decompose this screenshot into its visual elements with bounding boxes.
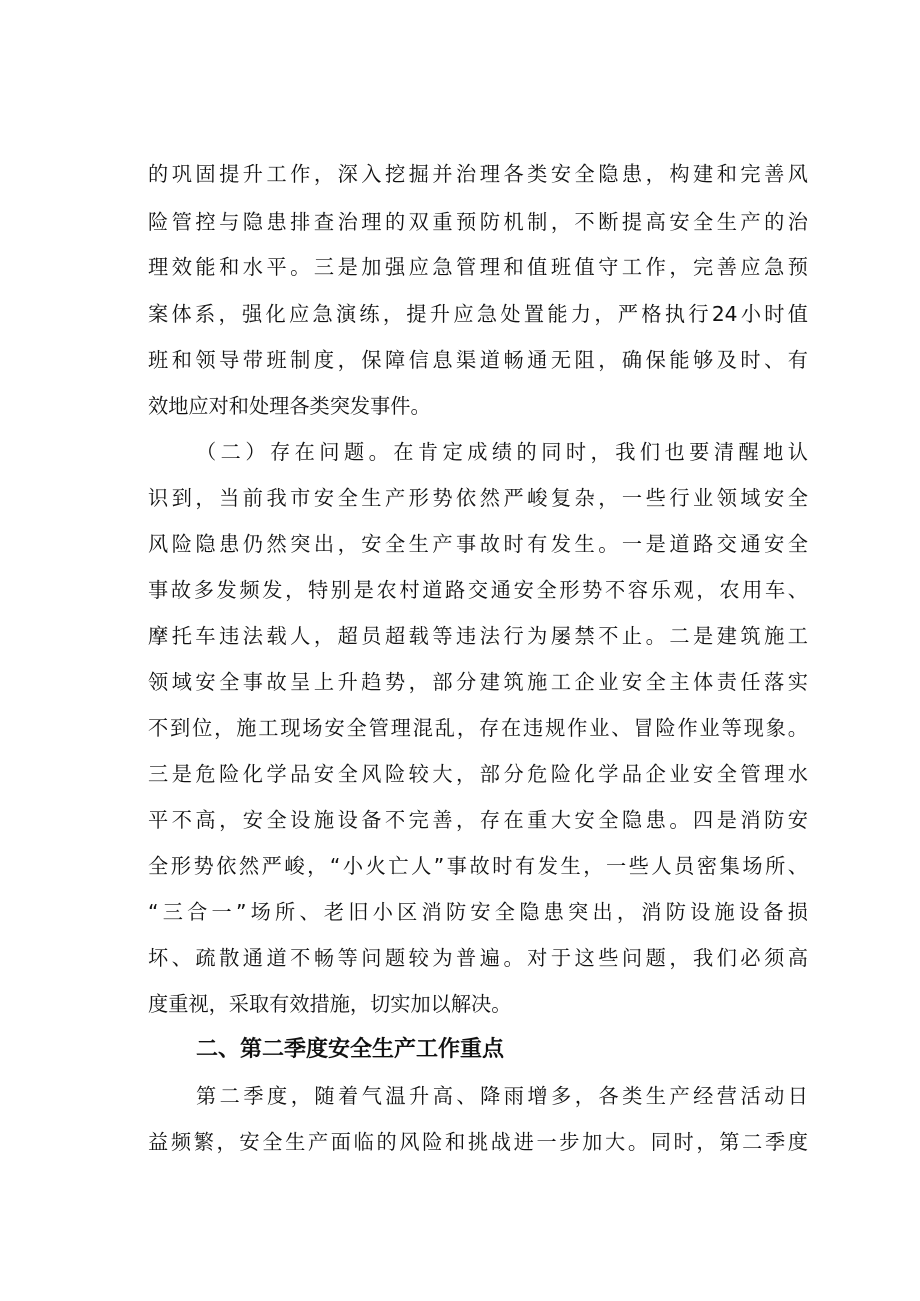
section-heading: 二、第二季度安全生产工作重点 <box>196 1037 505 1062</box>
paragraph-2-line-10: 全形势依然严峻，“小火亡人”事故时有发生，一些人员密集场所、 <box>148 854 808 878</box>
paragraph-1-line-5: 班和领导带班制度，保障信息渠道畅通无阻，确保能够及时、有 <box>148 348 808 372</box>
paragraph-2-line-4: 事故多发频发，特别是农村道路交通安全形势不容乐观，农用车、 <box>148 578 808 602</box>
paragraph-3-line-1: 第二季度，随着气温升高、降雨增多，各类生产经营活动日 <box>196 1084 808 1108</box>
paragraph-2-line-8: 三是危险化学品安全风险较大，部分危险化学品企业安全管理水 <box>148 762 808 786</box>
paragraph-2-line-9: 平不高，安全设施设备不完善，存在重大安全隐患。四是消防安 <box>148 808 808 832</box>
paragraph-3-line-2: 益频繁，安全生产面临的风险和挑战进一步加大。同时，第二季度 <box>148 1130 808 1154</box>
paragraph-1-line-3: 理效能和水平。三是加强应急管理和值班值守工作，完善应急预 <box>148 255 808 279</box>
paragraph-2-line-3: 风险隐患仍然突出，安全生产事故时有发生。一是道路交通安全 <box>148 532 808 556</box>
paragraph-2-line-1: （二）存在问题。在肯定成绩的同时，我们也要清醒地认 <box>196 440 808 464</box>
paragraph-1-line-2: 险管控与隐患排查治理的双重预防机制，不断提高安全生产的治 <box>148 210 808 234</box>
paragraph-2-line-7: 不到位，施工现场安全管理混乱，存在违规作业、冒险作业等现象。 <box>148 716 808 740</box>
paragraph-2-line-13: 度重视，采取有效措施，切实加以解决。 <box>148 992 512 1016</box>
paragraph-1-line-4: 案体系，强化应急演练，提升应急处置能力，严格执行24小时值 <box>148 302 808 326</box>
paragraph-1-line-6: 效地应对和处理各类突发事件。 <box>148 394 431 418</box>
paragraph-2-line-12: 坏、疏散通道不畅等问题较为普遍。对于这些问题，我们必须高 <box>148 946 808 970</box>
paragraph-2-line-6: 领域安全事故呈上升趋势，部分建筑施工企业安全主体责任落实 <box>148 670 808 694</box>
paragraph-1-line-1: 的巩固提升工作，深入挖掘并治理各类安全隐患，构建和完善风 <box>148 162 808 186</box>
paragraph-2-line-2: 识到，当前我市安全生产形势依然严峻复杂，一些行业领域安全 <box>148 486 808 510</box>
paragraph-2-line-5: 摩托车违法载人，超员超载等违法行为屡禁不止。二是建筑施工 <box>148 624 808 648</box>
paragraph-2-line-11: “三合一”场所、老旧小区消防安全隐患突出，消防设施设备损 <box>148 900 808 924</box>
